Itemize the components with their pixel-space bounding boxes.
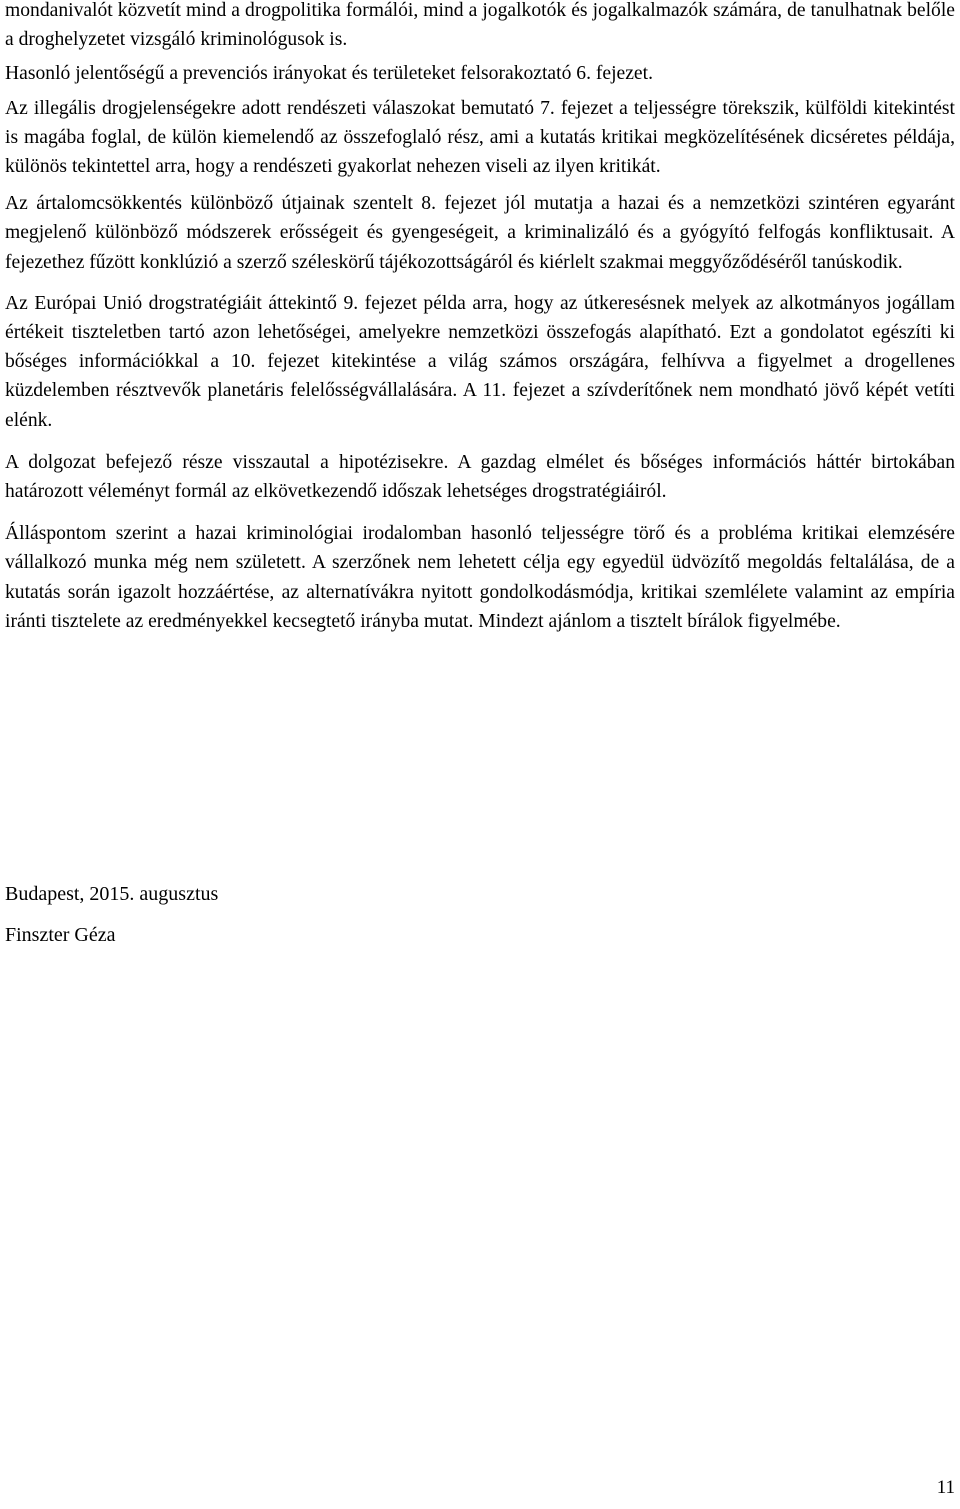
page-number: 11 bbox=[936, 1477, 955, 1498]
paragraph-conclusion: A dolgozat befejező része visszautal a hipotézisekre. A gazdag elmélet és bőséges információs háttér birtokában határozott véleményt formál az elkövetkezendő időszak lehetséges drogstratégiáiról. bbox=[5, 451, 955, 503]
paragraph-assessment: Álláspontom szerint a hazai kriminológiai irodalomban hasonló teljességre törő és a probléma kritikai elemzésére vállalkozó munka még nem született. A szerzőnek nem lehetett célja egy egyedül üdvözítő megoldás feltalálása, de a kutatás során igazolt hozzáértése, az alternatívákra nyitott gondolkodásmódja, kritikai szemlélete valamint az empíria iránti tisztelete az eredményekkel kecsegtető irányba mutat. Mindezt ajánlom a tisztelt bírálok figyelmébe. bbox=[5, 523, 955, 632]
paragraph-chapter-7: Az illegális drogjelenségekre adott rendészeti válaszokat bemutató 7. fejezet a teljességre törekszik, külföldi kitekintést is magába foglal, de külön kiemelendő az összefoglaló rész, ami a kutatás kritikai megközelítésének dicséretes példája, különös tekintettel arra, hogy a rendészeti gyakorlat nehezen viseli az ilyen kritikát. bbox=[5, 97, 955, 178]
signature-block bbox=[5, 874, 218, 956]
place-date: Budapest, 2015. augusztus bbox=[5, 883, 219, 905]
paragraph-chapter-6: Hasonló jelentőségű a prevenciós irányokat és területeket felsorakoztató 6. fejezet. bbox=[5, 63, 653, 85]
paragraph-continuation: mondanivalót közvetít mind a drogpolitika formálói, mind a jogalkotók és jogalkalmazók számára, de tanulhatnak belőle a droghelyzetet vizsgáló kriminológusok is. bbox=[5, 0, 955, 51]
paragraph-chapter-8: Az ártalomcsökkentés különböző útjainak szentelt 8. fejezet jól mutatja a hazai és a nemzetközi szintéren egyaránt megjelenő különböző módszerek erősségeit és gyengeségeit, a kriminalizáló és a gyógyító felfogás konfliktusait. A fejezethez fűzött konklúzió a szerző széleskörű tájékozottságáról és kiérlelt szakmai meggyőződéséről tanúskodik. bbox=[5, 193, 955, 273]
paragraph-chapters-9-11: Az Európai Unió drogstratégiáit áttekintő 9. fejezet példa arra, hogy az útkeresésnek melyek az alkotmányos jogállam értékeit tiszteletben tartó azon lehetőségei, amelyekre nemzetközi összefogás alapítható. Ezt a gondolatot egészíti ki bőséges információkkal a 10. fejezet kitekintése a világ számos országára, felhívva a figyelmet a drogellenes küzdelemben résztvevők planetáris felelősségvállalására. A 11. fejezet a szívderítőnek nem mondható jövő képét vetíti elénk. bbox=[5, 292, 955, 431]
author-name: Finszter Géza bbox=[5, 924, 116, 946]
